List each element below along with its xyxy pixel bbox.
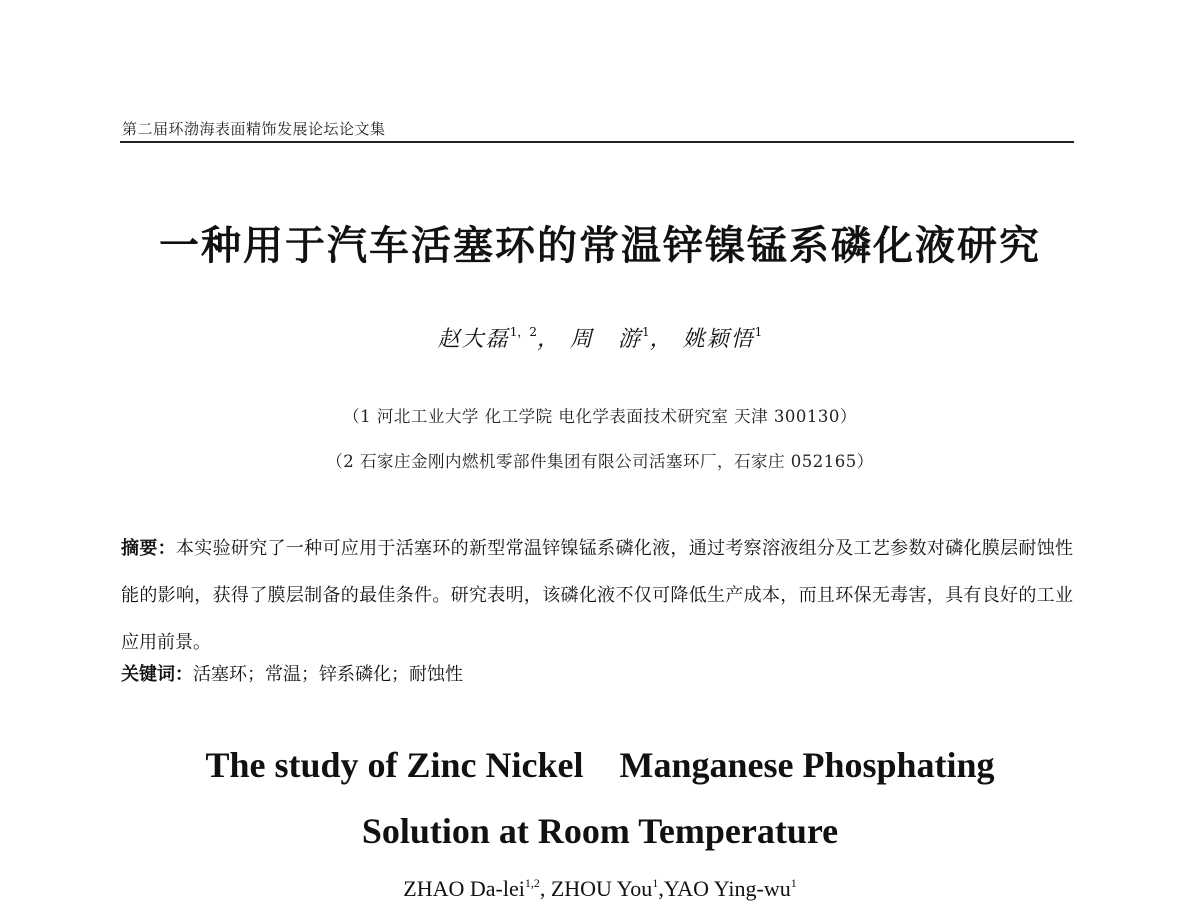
author-en-sep: , bbox=[658, 876, 664, 901]
author-en-sep: , bbox=[539, 876, 551, 901]
authors-cn bbox=[0, 322, 1200, 353]
affiliation-2: （2 石家庄金刚内燃机零部件集团有限公司活塞环厂，石家庄 052165） bbox=[326, 452, 874, 471]
authors-en bbox=[0, 876, 1200, 902]
author-en-name: YAO Ying-wu bbox=[663, 876, 791, 901]
paper-title-en-line1: The study of Zinc Nickel Manganese Phosphating bbox=[205, 745, 995, 785]
author-en-affil: 1 bbox=[652, 876, 659, 890]
abstract bbox=[121, 525, 1073, 666]
header-rule bbox=[120, 141, 1074, 143]
author-cn-affil: 1 bbox=[642, 325, 650, 339]
journal-header: 第二届环渤海表面精饰发展论坛论文集 bbox=[122, 120, 386, 138]
author-cn-sep: ， bbox=[649, 327, 674, 352]
keywords-text: 活塞环；常温；锌系磷化；耐蚀性 bbox=[193, 664, 463, 685]
author-en-name: ZHOU You bbox=[550, 876, 653, 901]
author-en-name: ZHAO Da-lei bbox=[403, 876, 525, 901]
author-en-affil: 1,2 bbox=[524, 876, 540, 890]
abstract-text: 本实验研究了一种可应用于活塞环的新型常温锌镍锰系磷化液，通过考察溶液组分及工艺参数对磷化膜层耐蚀性能的影响，获得了膜层制备的最佳条件。研究表明，该磷化液不仅可降低生产成本，而且环保无毒害，具有良好的工业应用前景。 bbox=[121, 538, 1074, 653]
keywords-label: 关键词： bbox=[121, 664, 193, 685]
author-cn-name: 赵大磊 bbox=[437, 327, 510, 352]
paper-title-cn: 一种用于汽车活塞环的常温锌镍锰系磷化液研究 bbox=[159, 223, 1041, 269]
author-cn-name: 周 游 bbox=[569, 327, 642, 352]
author-cn-affil: 1，2 bbox=[509, 325, 537, 339]
author-cn-sep: ， bbox=[536, 327, 561, 352]
author-cn-affil: 1 bbox=[754, 325, 763, 339]
affiliation-1: （1 河北工业大学 化工学院 电化学表面技术研究室 天津 300130） bbox=[343, 407, 857, 426]
paper-title-en-line2: Solution at Room Temperature bbox=[361, 811, 839, 851]
author-cn-name: 姚颖悟 bbox=[682, 327, 755, 352]
author-en-affil: 1 bbox=[790, 876, 797, 890]
abstract-label: 摘要： bbox=[121, 538, 176, 559]
keywords bbox=[121, 660, 463, 686]
